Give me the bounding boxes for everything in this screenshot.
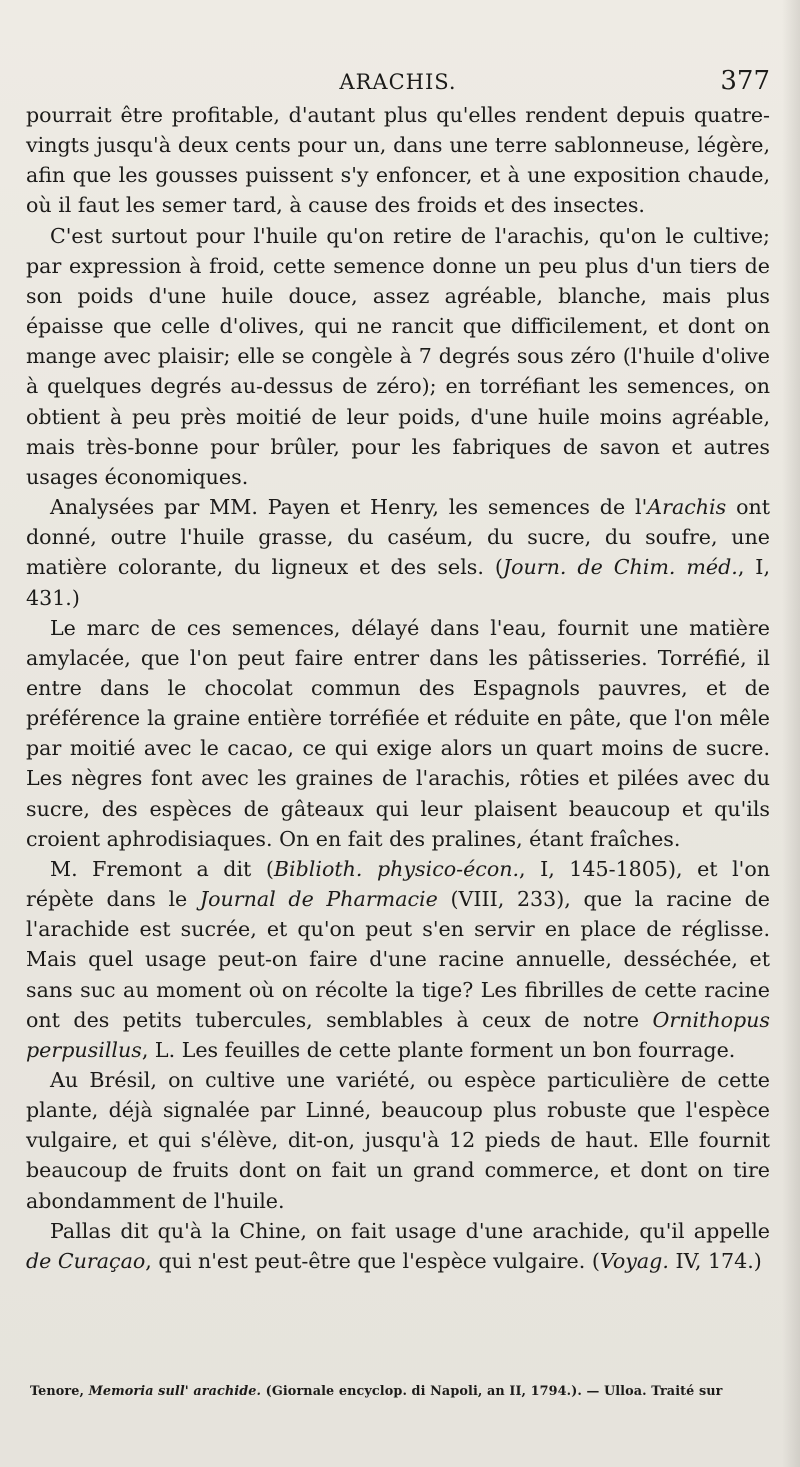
italic-text: Memoria sull' arachide. bbox=[88, 1384, 262, 1399]
italic-text: Voyag. bbox=[599, 1248, 669, 1273]
text-run: , qui n'est peut-être que l'espèce vulgaire. ( bbox=[145, 1248, 600, 1273]
text-run: Le marc de ces semences, délayé dans l'eau, fournit une matière amylacée, que l'on peut faire entrer dans les pâtisseries. Torréfié, il entre dans le chocolat commun des Espagnols pauvres, et de préférence la graine entière torréfiée et réduite en pâte, que l'on mêle par moitié avec le cacao, ce qui exige alors un quart moins de sucre. Les nègres font avec les graines de l'arachis, rôties et pilées avec du sucre, des espèces de gâteaux qui leur plaisent beaucoup et qu'ils croient aphrodisiaques. On en fait des pralines, étant fraîches. bbox=[26, 615, 770, 851]
text-run: M. Fremont a dit ( bbox=[50, 856, 274, 881]
paragraph bbox=[26, 854, 770, 1065]
text-run: ont donné, outre l'huile grasse, du caséum, du sucre, du soufre, une matière colorante, du ligneux et des sels. ( bbox=[26, 495, 771, 580]
paragraph bbox=[26, 1065, 770, 1216]
text-run: , I, 145-1805), et l'on répète dans le bbox=[26, 856, 770, 912]
page-header bbox=[26, 66, 770, 100]
footnote bbox=[30, 1384, 770, 1400]
paragraph bbox=[26, 1216, 770, 1276]
text-run: Analysées par MM. Payen et Henry, les semences de l' bbox=[50, 495, 648, 520]
running-head: ARACHIS. bbox=[339, 70, 457, 94]
text-run: pourrait être profitable, d'autant plus qu'elles rendent depuis quatre-vingts jusqu'à deux cents pour un, dans une terre sablonneuse, légère, afin que les gousses puissent s'y enfoncer, et à une exposition chaude, où il faut les semer tard, à cause des froids et des insectes. bbox=[26, 103, 770, 218]
italic-text: de Curaçao bbox=[26, 1248, 146, 1273]
body-text bbox=[26, 100, 770, 1276]
italic-text: Journal de Pharmacie bbox=[199, 887, 438, 912]
italic-text: Arachis bbox=[647, 495, 727, 520]
paragraph bbox=[26, 492, 770, 613]
text-run: (VIII, 233), que la racine de l'arachide est sucrée, et qu'on peut s'en servir en place de réglisse. Mais quel usage peut-on faire d'une racine annuelle, desséchée, et sans suc au moment où on récolte la tige? Les fibrilles de cette racine ont des petits tubercules, semblables à ceux de notre bbox=[26, 887, 770, 1032]
text-run: , I, 431.) bbox=[26, 555, 770, 610]
paragraph bbox=[26, 613, 770, 854]
text-run: Pallas dit qu'à la Chine, on fait usage d'une arachide, qu'il appelle bbox=[50, 1218, 770, 1243]
italic-text: Ornithopus perpusillus bbox=[26, 1007, 770, 1062]
italic-text: Biblioth. physico-écon. bbox=[273, 856, 520, 881]
italic-text: Journ. de Chim. méd. bbox=[502, 555, 738, 580]
text-run: , L. Les feuilles de cette plante forment un bon fourrage. bbox=[141, 1037, 736, 1062]
page-number: 377 bbox=[720, 66, 770, 96]
paragraph bbox=[26, 221, 770, 492]
text-run: (Giornale encyclop. di Napoli, an II, 1794.). — Ulloa. Traité sur bbox=[261, 1384, 723, 1399]
text-run: Au Brésil, on cultive une variété, ou espèce particulière de cette plante, déjà signalée par Linné, beaucoup plus robuste que l'espèce vulgaire, et qui s'élève, dit-on, jusqu'à 12 pieds de haut. Elle fournit beaucoup de fruits dont on fait un grand commerce, et dont on tire abondamment de l'huile. bbox=[26, 1068, 770, 1213]
text-run: IV, 174.) bbox=[668, 1248, 762, 1273]
text-run: Tenore, bbox=[30, 1384, 89, 1399]
text-run: C'est surtout pour l'huile qu'on retire de l'arachis, qu'on le cultive; par expression à froid, cette semence donne un peu plus d'un tiers de son poids d'une huile douce, assez agréable, blanche, mais plus épaisse que celle d'olives, qui ne rancit que difficilement, et dont on mange avec plaisir; elle se congèle à 7 degrés sous zéro (l'huile d'olive à quelques degrés au-dessus de zéro); en torréfiant les semences, on obtient à peu près moitié de leur poids, d'une huile moins agréable, mais très-bonne pour brûler, pour les fabriques de savon et autres usages économiques. bbox=[26, 223, 770, 489]
paragraph bbox=[26, 100, 770, 221]
